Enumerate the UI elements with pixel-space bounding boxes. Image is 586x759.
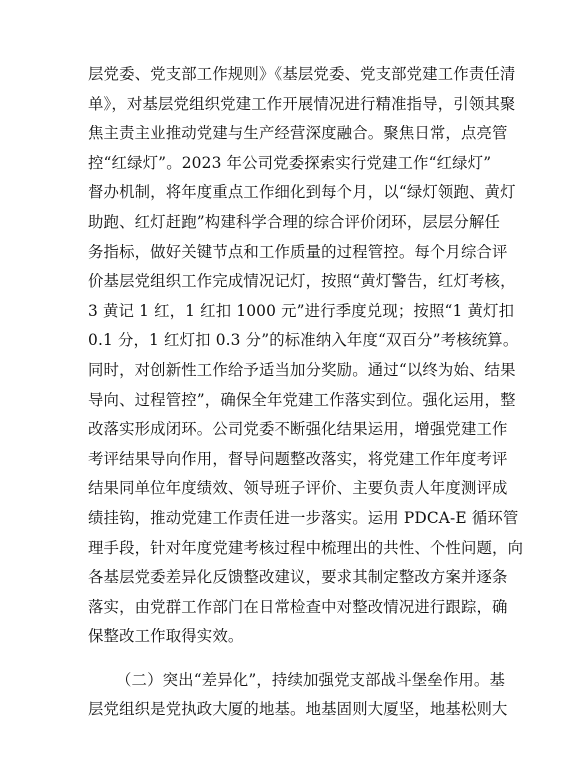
text-line: 落实，由党群工作部门在日常检查中对整改情况进行跟踪，确 [88, 597, 508, 616]
text-line: 考评结果导向作用，督导问题整改落实，将党建工作年度考评 [88, 449, 508, 468]
text-line: 层党组织是党执政大厦的地基。地基固则大厦坚，地基松则大 [88, 700, 508, 719]
text-line: 保整改工作取得实效。 [88, 627, 244, 646]
section-heading-line: （二）突出“差异化”，持续加强党支部战斗堡垒作用。基 [116, 670, 506, 689]
text-line: 结果同单位年度绩效、领导班子评价、主要负责人年度测评成 [88, 479, 508, 498]
text-line: 价基层党组织工作完成情况记灯，按照“黄灯警告，红灯考核， [88, 272, 516, 291]
text-line: 0.1 分，1 红灯扣 0.3 分”的标准纳入年度“双百分”考核统算。 [88, 331, 519, 350]
text-line: 焦主责主业推动党建与生产经营深度融合。聚焦日常，点亮管 [88, 124, 508, 143]
text-line: 助跑、红灯赶跑”构建科学合理的综合评价闭环，层层分解任 [88, 212, 501, 231]
text-line: 同时，对创新性工作给予适当加分奖励。通过“以终为始、结果 [88, 360, 516, 379]
text-line: 导向、过程管控”，确保全年党建工作落实到位。强化运用，整 [88, 390, 516, 409]
text-line: 改落实形成闭环。公司党委不断强化结果运用，增强党建工作 [88, 420, 508, 439]
text-line: 层党委、党支部工作规则》《基层党委、党支部党建工作责任清 [88, 65, 516, 83]
text-line: 单》，对基层党组织党建工作开展情况进行精准指导，引领其聚 [88, 94, 516, 113]
paragraph-gap [88, 652, 508, 666]
text-line: 督办机制，将年度重点工作细化到每个月，以“绿灯领跑、黄灯 [88, 183, 516, 202]
text-line: 绩挂钩，推动党建工作责任进一步落实。运用 PDCA-E 循环管 [88, 508, 519, 527]
text-line: 控“红绿灯”。2023 年公司党委探索实行党建工作“红绿灯” [88, 153, 492, 172]
text-line: 务指标，做好关键节点和工作质量的过程管控。每个月综合评 [88, 242, 508, 261]
text-line: 3 黄记 1 红，1 红扣 1000 元”进行季度兑现；按照“1 黄灯扣 [88, 301, 515, 320]
body-text [88, 60, 524, 725]
text-line: 理手段，针对年度党建考核过程中梳理出的共性、个性问题，向 [88, 538, 524, 557]
text-line: 各基层党委差异化反馈整改建议，要求其制定整改方案并逐条 [88, 568, 508, 587]
